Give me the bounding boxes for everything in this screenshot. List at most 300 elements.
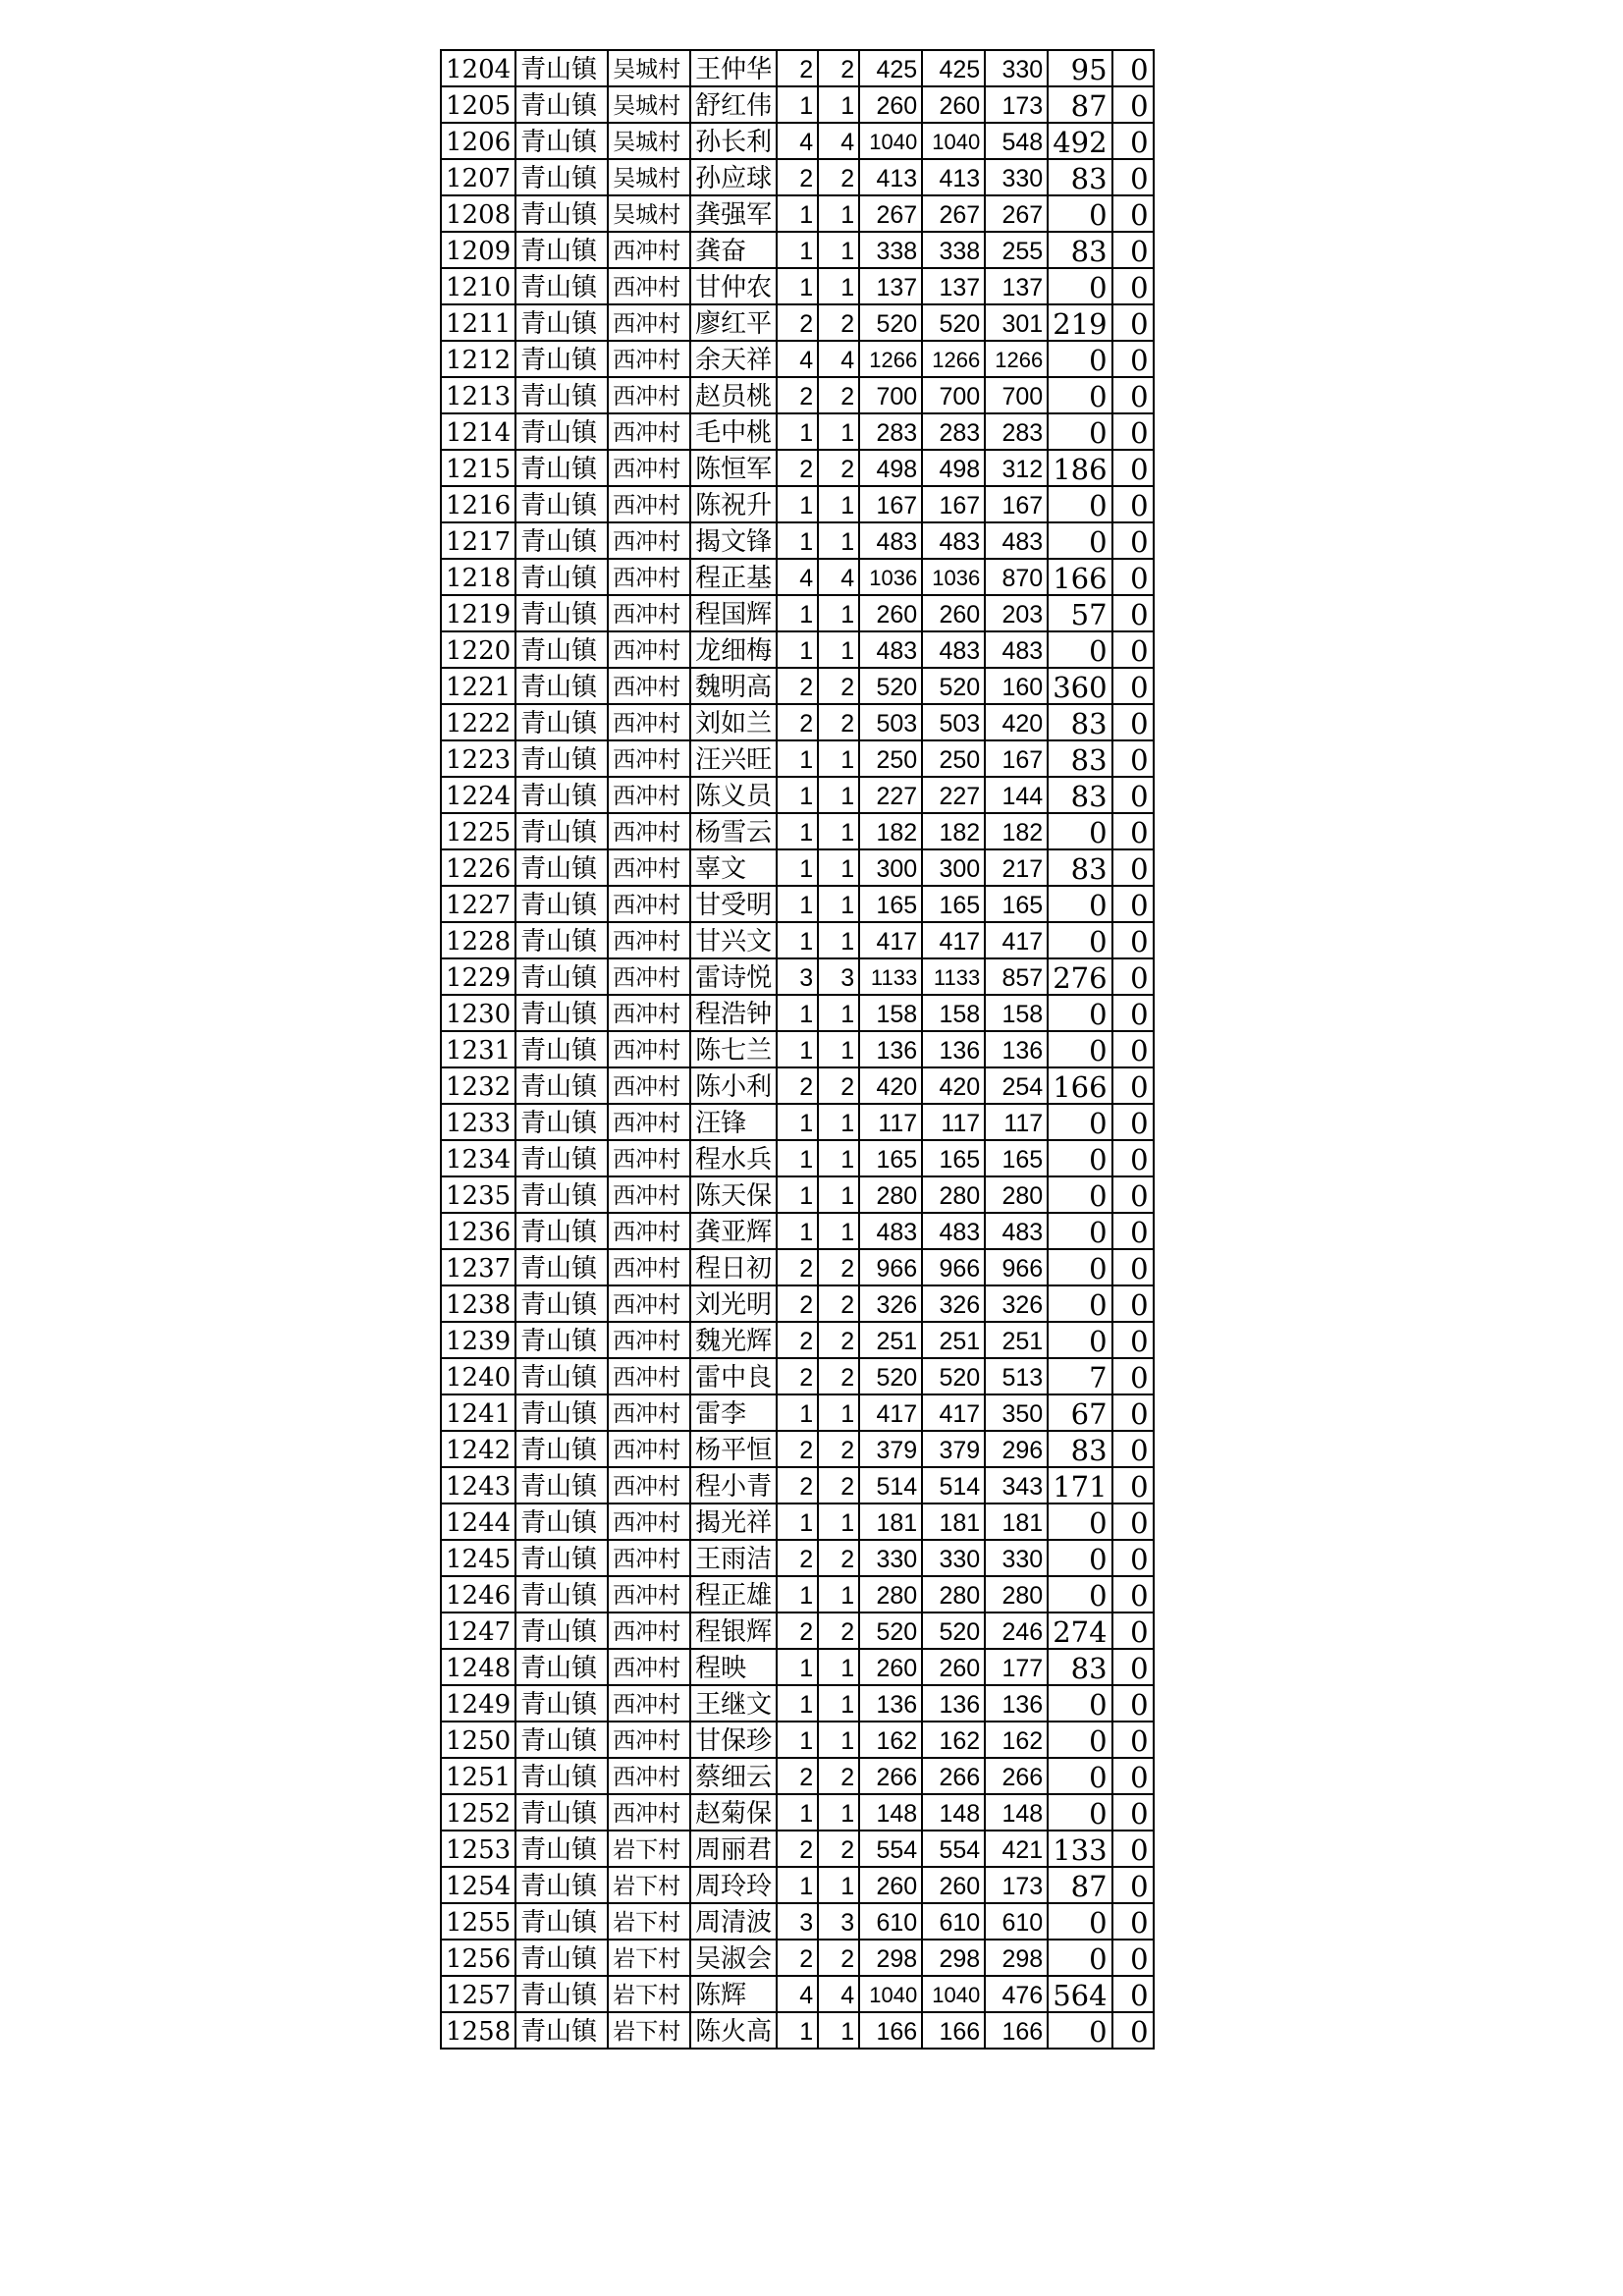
amount-e-cell: 343 [985,1467,1048,1503]
table-row [441,1394,1154,1431]
amount-c-cell: 417 [859,922,922,958]
table-row [441,50,1154,86]
count-a-cell: 1 [777,595,818,631]
amount-e-cell: 966 [985,1249,1048,1285]
amount-g-cell: 0 [1112,486,1154,522]
row-number: 1219 [441,595,515,631]
amount-g-cell: 0 [1112,232,1154,268]
amount-f-cell: 0 [1048,995,1111,1031]
amount-c-cell: 260 [859,595,922,631]
amount-c-cell: 417 [859,1394,922,1431]
amount-g-cell: 0 [1112,1758,1154,1794]
amount-g-cell: 0 [1112,813,1154,849]
village-cell: 西冲村 [608,268,690,304]
amount-g-cell: 0 [1112,2012,1154,2049]
amount-c-cell: 483 [859,1213,922,1249]
amount-d-cell: 158 [922,995,985,1031]
amount-d-cell: 326 [922,1285,985,1322]
count-a-cell: 2 [777,1249,818,1285]
amount-e-cell: 165 [985,1140,1048,1176]
amount-e-cell: 182 [985,813,1048,849]
table-row [441,1031,1154,1067]
village-cell: 吴城村 [608,123,690,159]
table-row [441,1976,1154,2012]
amount-c-cell: 503 [859,704,922,740]
town-cell: 青山镇 [515,195,608,232]
name-cell: 廖红平 [690,304,777,341]
amount-e-cell: 148 [985,1794,1048,1831]
amount-g-cell: 0 [1112,377,1154,413]
table-row [441,1067,1154,1104]
amount-g-cell: 0 [1112,1176,1154,1213]
amount-d-cell: 181 [922,1503,985,1540]
table-row [441,1685,1154,1722]
name-cell: 程正雄 [690,1576,777,1613]
count-a-cell: 2 [777,159,818,195]
name-cell: 杨平恒 [690,1431,777,1467]
town-cell: 青山镇 [515,1394,608,1431]
village-cell: 西冲村 [608,1503,690,1540]
amount-f-cell: 0 [1048,1540,1111,1576]
village-cell: 西冲村 [608,341,690,377]
amount-e-cell: 173 [985,86,1048,123]
row-number: 1238 [441,1285,515,1322]
village-cell: 西冲村 [608,849,690,886]
count-a-cell: 2 [777,668,818,704]
row-number: 1242 [441,1431,515,1467]
amount-g-cell: 0 [1112,1685,1154,1722]
amount-g-cell: 0 [1112,1903,1154,1940]
count-b-cell: 1 [818,522,859,559]
count-a-cell: 1 [777,1576,818,1613]
table-row [441,740,1154,777]
row-number: 1214 [441,413,515,450]
village-cell: 岩下村 [608,1940,690,1976]
count-a-cell: 1 [777,995,818,1031]
amount-e-cell: 217 [985,849,1048,886]
village-cell: 西冲村 [608,631,690,668]
village-cell: 西冲村 [608,740,690,777]
amount-f-cell: 57 [1048,595,1111,631]
amount-f-cell: 0 [1048,1722,1111,1758]
town-cell: 青山镇 [515,559,608,595]
name-cell: 甘受明 [690,886,777,922]
count-b-cell: 2 [818,1358,859,1394]
amount-f-cell: 83 [1048,232,1111,268]
name-cell: 程水兵 [690,1140,777,1176]
count-a-cell: 1 [777,413,818,450]
amount-d-cell: 1266 [922,341,985,377]
count-a-cell: 2 [777,704,818,740]
amount-e-cell: 421 [985,1831,1048,1867]
village-cell: 西冲村 [608,1540,690,1576]
count-a-cell: 1 [777,1649,818,1685]
row-number: 1256 [441,1940,515,1976]
name-cell: 龚强军 [690,195,777,232]
name-cell: 程小青 [690,1467,777,1503]
town-cell: 青山镇 [515,1540,608,1576]
amount-g-cell: 0 [1112,1867,1154,1903]
amount-e-cell: 280 [985,1576,1048,1613]
town-cell: 青山镇 [515,268,608,304]
village-cell: 西冲村 [608,1467,690,1503]
amount-g-cell: 0 [1112,1722,1154,1758]
amount-e-cell: 301 [985,304,1048,341]
amount-d-cell: 298 [922,1940,985,1976]
amount-g-cell: 0 [1112,268,1154,304]
row-number: 1249 [441,1685,515,1722]
table-row [441,1903,1154,1940]
count-b-cell: 1 [818,849,859,886]
amount-d-cell: 167 [922,486,985,522]
village-cell: 西冲村 [608,1394,690,1431]
amount-c-cell: 158 [859,995,922,1031]
table-row [441,1249,1154,1285]
amount-e-cell: 144 [985,777,1048,813]
name-cell: 周玲玲 [690,1867,777,1903]
amount-d-cell: 283 [922,413,985,450]
amount-g-cell: 0 [1112,304,1154,341]
name-cell: 陈小利 [690,1067,777,1104]
row-number: 1228 [441,922,515,958]
count-b-cell: 4 [818,123,859,159]
village-cell: 西冲村 [608,1213,690,1249]
amount-f-cell: 0 [1048,1503,1111,1540]
amount-g-cell: 0 [1112,86,1154,123]
count-a-cell: 1 [777,631,818,668]
count-a-cell: 1 [777,740,818,777]
name-cell: 孙应球 [690,159,777,195]
count-a-cell: 1 [777,886,818,922]
name-cell: 陈火高 [690,2012,777,2049]
row-number: 1237 [441,1249,515,1285]
village-cell: 西冲村 [608,1685,690,1722]
amount-d-cell: 1133 [922,958,985,995]
count-a-cell: 1 [777,922,818,958]
count-b-cell: 1 [818,268,859,304]
amount-c-cell: 700 [859,377,922,413]
row-number: 1251 [441,1758,515,1794]
amount-f-cell: 83 [1048,740,1111,777]
amount-d-cell: 260 [922,595,985,631]
town-cell: 青山镇 [515,1649,608,1685]
amount-f-cell: 0 [1048,1576,1111,1613]
village-cell: 西冲村 [608,1322,690,1358]
town-cell: 青山镇 [515,1613,608,1649]
amount-d-cell: 165 [922,1140,985,1176]
table-row [441,341,1154,377]
town-cell: 青山镇 [515,341,608,377]
amount-c-cell: 520 [859,304,922,341]
row-number: 1211 [441,304,515,341]
count-a-cell: 1 [777,232,818,268]
count-b-cell: 2 [818,1285,859,1322]
table-row [441,1176,1154,1213]
amount-e-cell: 136 [985,1031,1048,1067]
amount-g-cell: 0 [1112,1613,1154,1649]
amount-g-cell: 0 [1112,1976,1154,2012]
town-cell: 青山镇 [515,631,608,668]
amount-c-cell: 250 [859,740,922,777]
row-number: 1217 [441,522,515,559]
amount-f-cell: 0 [1048,2012,1111,2049]
name-cell: 程映 [690,1649,777,1685]
amount-g-cell: 0 [1112,1031,1154,1067]
table-row [441,595,1154,631]
table-row [441,304,1154,341]
amount-f-cell: 0 [1048,268,1111,304]
village-cell: 西冲村 [608,232,690,268]
town-cell: 青山镇 [515,995,608,1031]
village-cell: 西冲村 [608,1285,690,1322]
amount-f-cell: 360 [1048,668,1111,704]
count-b-cell: 1 [818,1649,859,1685]
amount-g-cell: 0 [1112,995,1154,1031]
count-b-cell: 4 [818,341,859,377]
count-a-cell: 1 [777,1104,818,1140]
village-cell: 西冲村 [608,668,690,704]
amount-c-cell: 137 [859,268,922,304]
row-number: 1233 [441,1104,515,1140]
village-cell: 西冲村 [608,595,690,631]
amount-e-cell: 267 [985,195,1048,232]
amount-g-cell: 0 [1112,886,1154,922]
count-a-cell: 1 [777,86,818,123]
name-cell: 周丽君 [690,1831,777,1867]
amount-g-cell: 0 [1112,1104,1154,1140]
town-cell: 青山镇 [515,886,608,922]
count-b-cell: 1 [818,195,859,232]
count-a-cell: 1 [777,1867,818,1903]
amount-g-cell: 0 [1112,1794,1154,1831]
amount-c-cell: 260 [859,1867,922,1903]
amount-e-cell: 173 [985,1867,1048,1903]
amount-e-cell: 350 [985,1394,1048,1431]
name-cell: 龚亚辉 [690,1213,777,1249]
amount-d-cell: 166 [922,2012,985,2049]
amount-d-cell: 260 [922,1649,985,1685]
amount-e-cell: 330 [985,1540,1048,1576]
row-number: 1234 [441,1140,515,1176]
amount-e-cell: 137 [985,268,1048,304]
amount-f-cell: 0 [1048,413,1111,450]
name-cell: 陈天保 [690,1176,777,1213]
town-cell: 青山镇 [515,740,608,777]
amount-d-cell: 136 [922,1031,985,1067]
amount-e-cell: 136 [985,1685,1048,1722]
count-b-cell: 4 [818,1976,859,2012]
village-cell: 西冲村 [608,886,690,922]
count-b-cell: 2 [818,1758,859,1794]
amount-c-cell: 136 [859,1685,922,1722]
amount-d-cell: 117 [922,1104,985,1140]
town-cell: 青山镇 [515,1176,608,1213]
amount-e-cell: 166 [985,2012,1048,2049]
amount-f-cell: 0 [1048,813,1111,849]
table-row [441,268,1154,304]
town-cell: 青山镇 [515,50,608,86]
table-row [441,1431,1154,1467]
count-b-cell: 1 [818,1031,859,1067]
village-cell: 西冲村 [608,1358,690,1394]
amount-d-cell: 162 [922,1722,985,1758]
town-cell: 青山镇 [515,1722,608,1758]
amount-f-cell: 166 [1048,559,1111,595]
count-a-cell: 1 [777,1685,818,1722]
table-row [441,522,1154,559]
amount-f-cell: 0 [1048,1249,1111,1285]
amount-c-cell: 166 [859,2012,922,2049]
count-b-cell: 2 [818,704,859,740]
count-b-cell: 2 [818,1467,859,1503]
amount-g-cell: 0 [1112,1576,1154,1613]
name-cell: 雷李 [690,1394,777,1431]
amount-e-cell: 266 [985,1758,1048,1794]
amount-e-cell: 1266 [985,341,1048,377]
amount-e-cell: 610 [985,1903,1048,1940]
town-cell: 青山镇 [515,1940,608,1976]
count-a-cell: 2 [777,1322,818,1358]
table-row [441,559,1154,595]
row-number: 1221 [441,668,515,704]
amount-g-cell: 0 [1112,413,1154,450]
town-cell: 青山镇 [515,1322,608,1358]
table-body [441,50,1154,2049]
village-cell: 西冲村 [608,1613,690,1649]
table-row [441,232,1154,268]
amount-e-cell: 417 [985,922,1048,958]
amount-e-cell: 330 [985,50,1048,86]
name-cell: 余天祥 [690,341,777,377]
name-cell: 陈辉 [690,1976,777,2012]
amount-g-cell: 0 [1112,595,1154,631]
count-b-cell: 2 [818,668,859,704]
amount-g-cell: 0 [1112,195,1154,232]
name-cell: 程银辉 [690,1613,777,1649]
town-cell: 青山镇 [515,486,608,522]
count-a-cell: 4 [777,341,818,377]
name-cell: 魏明高 [690,668,777,704]
amount-f-cell: 276 [1048,958,1111,995]
amount-f-cell: 0 [1048,377,1111,413]
count-b-cell: 1 [818,631,859,668]
amount-d-cell: 280 [922,1176,985,1213]
amount-f-cell: 95 [1048,50,1111,86]
row-number: 1225 [441,813,515,849]
town-cell: 青山镇 [515,1685,608,1722]
amount-c-cell: 610 [859,1903,922,1940]
amount-d-cell: 413 [922,159,985,195]
count-b-cell: 4 [818,559,859,595]
count-b-cell: 1 [818,813,859,849]
table-row [441,958,1154,995]
town-cell: 青山镇 [515,1285,608,1322]
town-cell: 青山镇 [515,2012,608,2049]
count-b-cell: 2 [818,377,859,413]
name-cell: 魏光辉 [690,1322,777,1358]
count-a-cell: 1 [777,813,818,849]
town-cell: 青山镇 [515,1758,608,1794]
amount-f-cell: 0 [1048,1140,1111,1176]
count-a-cell: 2 [777,304,818,341]
amount-c-cell: 483 [859,522,922,559]
amount-c-cell: 260 [859,86,922,123]
name-cell: 赵员桃 [690,377,777,413]
count-a-cell: 3 [777,958,818,995]
amount-c-cell: 420 [859,1067,922,1104]
village-cell: 岩下村 [608,1831,690,1867]
amount-f-cell: 219 [1048,304,1111,341]
name-cell: 陈祝升 [690,486,777,522]
table-row [441,1540,1154,1576]
count-a-cell: 2 [777,1758,818,1794]
amount-c-cell: 182 [859,813,922,849]
amount-f-cell: 0 [1048,1903,1111,1940]
count-b-cell: 1 [818,232,859,268]
name-cell: 王继文 [690,1685,777,1722]
amount-g-cell: 0 [1112,50,1154,86]
town-cell: 青山镇 [515,1903,608,1940]
row-number: 1248 [441,1649,515,1685]
amount-c-cell: 498 [859,450,922,486]
amount-c-cell: 554 [859,1831,922,1867]
amount-g-cell: 0 [1112,341,1154,377]
amount-g-cell: 0 [1112,740,1154,777]
table-row [441,1503,1154,1540]
name-cell: 揭文锋 [690,522,777,559]
amount-g-cell: 0 [1112,522,1154,559]
amount-c-cell: 514 [859,1467,922,1503]
count-a-cell: 2 [777,1540,818,1576]
name-cell: 孙长利 [690,123,777,159]
count-a-cell: 2 [777,377,818,413]
village-cell: 西冲村 [608,1104,690,1140]
amount-f-cell: 87 [1048,1867,1111,1903]
count-b-cell: 1 [818,413,859,450]
count-a-cell: 4 [777,123,818,159]
table-row [441,377,1154,413]
amount-e-cell: 162 [985,1722,1048,1758]
amount-f-cell: 87 [1048,86,1111,123]
amount-f-cell: 0 [1048,1285,1111,1322]
table-row [441,123,1154,159]
count-b-cell: 1 [818,1685,859,1722]
row-number: 1235 [441,1176,515,1213]
amount-g-cell: 0 [1112,1540,1154,1576]
amount-c-cell: 280 [859,1576,922,1613]
row-number: 1213 [441,377,515,413]
table-row [441,1758,1154,1794]
table-row [441,995,1154,1031]
amount-c-cell: 1133 [859,958,922,995]
amount-d-cell: 425 [922,50,985,86]
table-row [441,1213,1154,1249]
table-row [441,813,1154,849]
amount-g-cell: 0 [1112,1649,1154,1685]
row-number: 1253 [441,1831,515,1867]
village-cell: 西冲村 [608,1249,690,1285]
amount-c-cell: 1040 [859,1976,922,2012]
count-b-cell: 1 [818,1722,859,1758]
amount-e-cell: 296 [985,1431,1048,1467]
village-cell: 西冲村 [608,1067,690,1104]
amount-g-cell: 0 [1112,1213,1154,1249]
amount-e-cell: 483 [985,522,1048,559]
amount-f-cell: 0 [1048,1322,1111,1358]
row-number: 1206 [441,123,515,159]
amount-f-cell: 0 [1048,922,1111,958]
amount-c-cell: 148 [859,1794,922,1831]
